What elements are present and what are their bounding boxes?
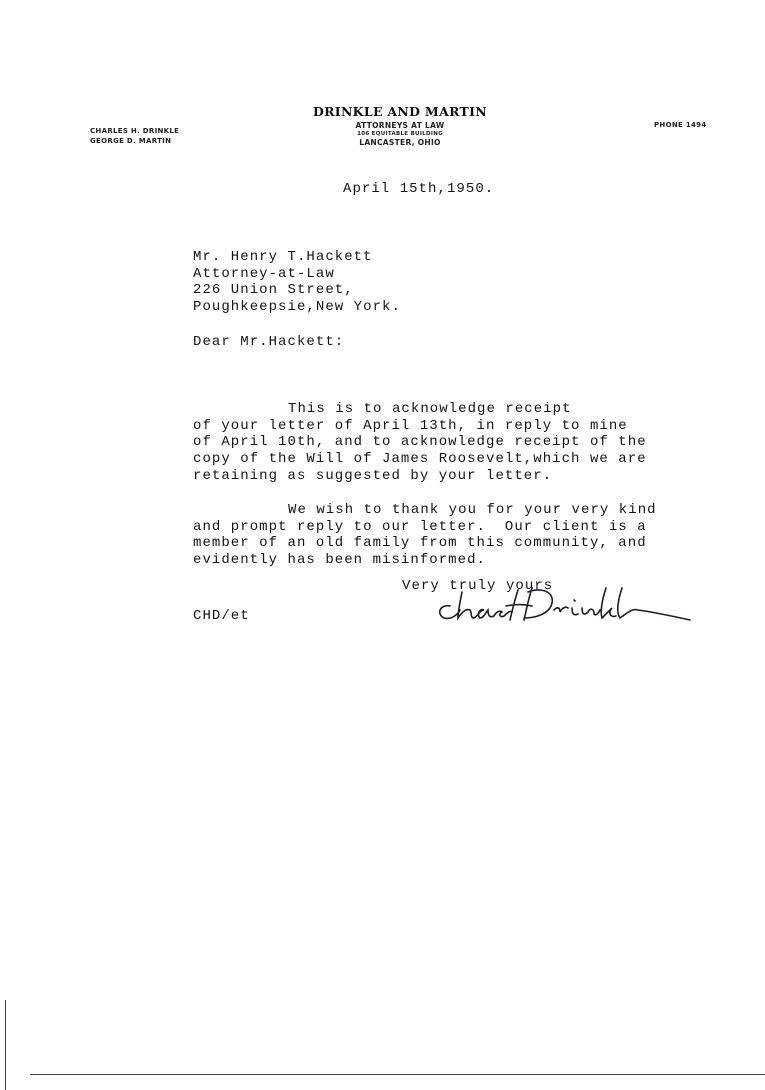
handwritten-signature (432, 578, 694, 628)
partner-name: GEORGE D. MARTIN (90, 137, 172, 145)
page-edge-line (5, 1000, 6, 1090)
page-edge-line (30, 1074, 765, 1075)
address-line: 226 Union Street, (193, 282, 354, 299)
paragraph-line: copy of the Will of James Roosevelt,which we are (193, 451, 647, 468)
paragraph-line: This is to acknowledge receipt (288, 401, 572, 417)
paragraph-line: of your letter of April 13th, in reply to mine (193, 417, 628, 434)
paragraph-1 (193, 401, 647, 485)
address-line: Attorney-at-Law (193, 265, 335, 282)
paragraph-line: and prompt reply to our letter. Our client is a (193, 518, 647, 535)
paragraph-2 (193, 502, 657, 569)
letterhead-center (250, 104, 550, 147)
phone-number: PHONE 1494 (654, 121, 707, 129)
partners-list (90, 126, 179, 146)
firm-name: DRINKLE AND MARTIN (312, 104, 488, 119)
closing: Very truly yours (402, 578, 554, 594)
paragraph-line: We wish to thank you for your very kind (288, 502, 657, 518)
letter-date: April 15th,1950. (343, 181, 495, 197)
address-line: Poughkeepsie,New York. (193, 299, 401, 316)
recipient-address (193, 249, 401, 316)
firm-address: 106 EQUITABLE BUILDING (357, 131, 443, 137)
paragraph-line: member of an old family from this community, and (193, 535, 647, 552)
salutation: Dear Mr.Hackett: (193, 334, 345, 350)
partner-name: CHARLES H. DRINKLE (90, 127, 180, 135)
typist-initials: CHD/et (193, 608, 250, 624)
firm-city: LANCASTER, OHIO (359, 138, 441, 147)
paragraph-line: retaining as suggested by your letter. (193, 467, 553, 484)
firm-subtitle: ATTORNEYS AT LAW (355, 121, 445, 130)
paragraph-line: evidently has been misinformed. (193, 552, 486, 569)
address-line: Mr. Henry T.Hackett (193, 249, 373, 265)
paragraph-line: of April 10th, and to acknowledge receipt of the (193, 434, 647, 451)
